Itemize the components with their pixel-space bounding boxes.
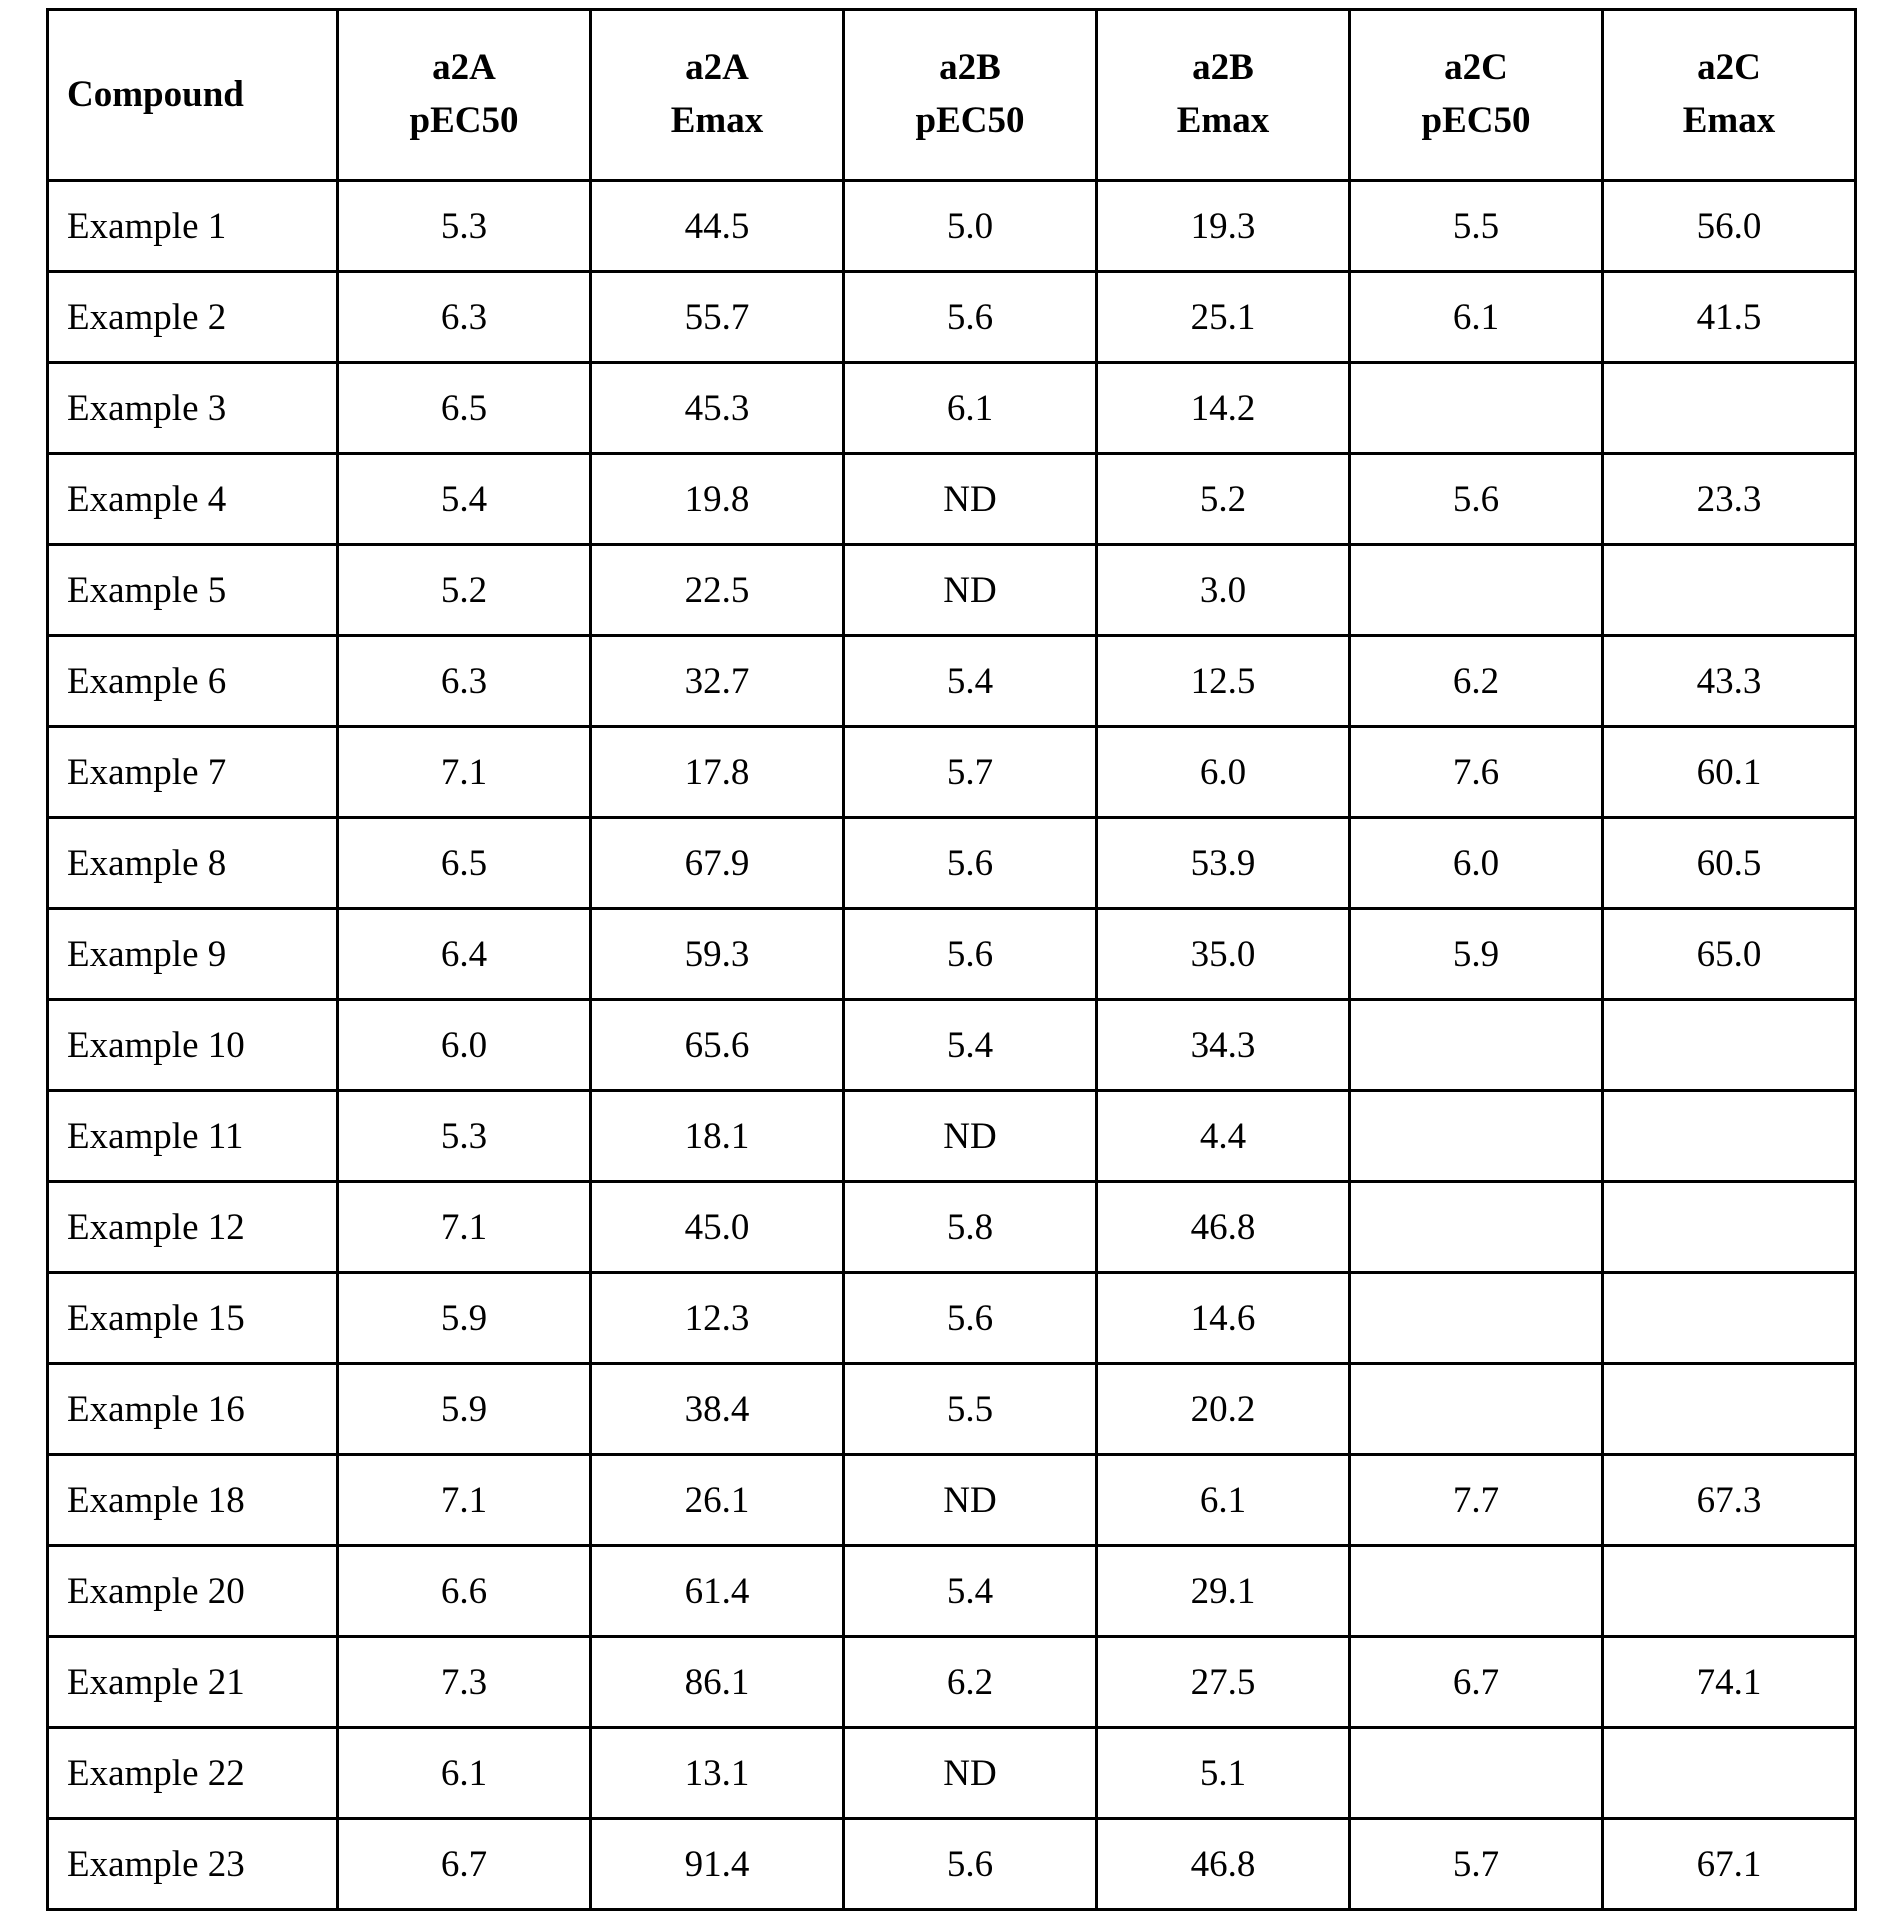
cell-compound: Example 18 (48, 1455, 338, 1546)
table-row (48, 727, 1856, 818)
cell-a2b-emax: 46.8 (1097, 1819, 1350, 1910)
table-row (48, 1728, 1856, 1819)
table-row (48, 909, 1856, 1000)
column-header-a2c-pec50 (1350, 10, 1603, 181)
cell-a2b-pec50: 5.6 (844, 272, 1097, 363)
cell-a2a-emax: 32.7 (591, 636, 844, 727)
cell-a2a-emax: 44.5 (591, 181, 844, 272)
cell-a2b-pec50: 5.6 (844, 909, 1097, 1000)
table-row (48, 1546, 1856, 1637)
cell-a2a-emax: 61.4 (591, 1546, 844, 1637)
table-row (48, 1091, 1856, 1182)
cell-a2c-pec50 (1350, 545, 1603, 636)
cell-a2c-pec50 (1350, 1728, 1603, 1819)
cell-a2b-pec50: 5.6 (844, 1273, 1097, 1364)
cell-a2a-emax: 67.9 (591, 818, 844, 909)
cell-a2a-pec50: 7.1 (338, 1182, 591, 1273)
column-header-a2a-emax (591, 10, 844, 181)
cell-a2a-pec50: 5.3 (338, 1091, 591, 1182)
cell-a2c-pec50: 5.9 (1350, 909, 1603, 1000)
cell-a2c-emax (1603, 1091, 1856, 1182)
cell-a2c-emax: 43.3 (1603, 636, 1856, 727)
cell-a2a-emax: 59.3 (591, 909, 844, 1000)
cell-compound: Example 12 (48, 1182, 338, 1273)
cell-a2c-pec50: 7.6 (1350, 727, 1603, 818)
cell-a2b-emax: 20.2 (1097, 1364, 1350, 1455)
column-header-a2c-emax-line1: a2C (1697, 47, 1761, 89)
cell-compound: Example 3 (48, 363, 338, 454)
cell-compound: Example 5 (48, 545, 338, 636)
cell-a2c-pec50: 6.7 (1350, 1637, 1603, 1728)
cell-a2b-emax: 25.1 (1097, 272, 1350, 363)
cell-a2a-emax: 86.1 (591, 1637, 844, 1728)
cell-a2a-pec50: 5.3 (338, 181, 591, 272)
cell-a2b-emax: 5.1 (1097, 1728, 1350, 1819)
cell-a2c-pec50 (1350, 363, 1603, 454)
column-header-a2b-pec50-line1: a2B (939, 47, 1001, 89)
cell-a2a-emax: 38.4 (591, 1364, 844, 1455)
table-header-row (48, 10, 1856, 181)
cell-a2b-pec50: 5.4 (844, 1546, 1097, 1637)
cell-a2b-emax: 35.0 (1097, 909, 1350, 1000)
cell-a2c-emax: 65.0 (1603, 909, 1856, 1000)
cell-a2b-emax: 14.6 (1097, 1273, 1350, 1364)
column-header-a2c-pec50-line2: pEC50 (1421, 100, 1531, 141)
column-header-a2b-pec50 (844, 10, 1097, 181)
cell-compound: Example 1 (48, 181, 338, 272)
cell-a2c-pec50: 5.6 (1350, 454, 1603, 545)
cell-a2c-emax (1603, 1273, 1856, 1364)
cell-a2a-emax: 17.8 (591, 727, 844, 818)
cell-a2a-pec50: 6.3 (338, 636, 591, 727)
cell-compound: Example 7 (48, 727, 338, 818)
cell-a2b-emax: 5.2 (1097, 454, 1350, 545)
cell-a2a-emax: 55.7 (591, 272, 844, 363)
cell-a2c-pec50 (1350, 1273, 1603, 1364)
table-row (48, 1273, 1856, 1364)
cell-a2b-emax: 12.5 (1097, 636, 1350, 727)
table-row (48, 1819, 1856, 1910)
cell-a2b-pec50: ND (844, 545, 1097, 636)
cell-a2a-pec50: 5.9 (338, 1364, 591, 1455)
column-header-a2a-pec50 (338, 10, 591, 181)
cell-a2a-pec50: 6.3 (338, 272, 591, 363)
cell-a2b-pec50: ND (844, 1091, 1097, 1182)
cell-a2a-pec50: 6.0 (338, 1000, 591, 1091)
column-header-a2a-emax-line2: Emax (670, 100, 764, 141)
cell-a2c-pec50: 6.2 (1350, 636, 1603, 727)
cell-a2a-emax: 19.8 (591, 454, 844, 545)
cell-a2c-emax (1603, 363, 1856, 454)
cell-a2b-emax: 29.1 (1097, 1546, 1350, 1637)
cell-a2b-pec50: ND (844, 1728, 1097, 1819)
table-body (48, 181, 1856, 1910)
cell-a2c-emax: 56.0 (1603, 181, 1856, 272)
cell-a2c-pec50 (1350, 1546, 1603, 1637)
cell-a2c-emax: 67.3 (1603, 1455, 1856, 1546)
cell-compound: Example 20 (48, 1546, 338, 1637)
cell-a2c-pec50 (1350, 1364, 1603, 1455)
cell-a2c-emax (1603, 1728, 1856, 1819)
cell-a2a-pec50: 7.1 (338, 1455, 591, 1546)
cell-a2c-pec50: 5.5 (1350, 181, 1603, 272)
pharmacology-results-table (46, 8, 1857, 1911)
cell-a2a-emax: 45.0 (591, 1182, 844, 1273)
cell-a2c-pec50 (1350, 1091, 1603, 1182)
table-row (48, 1182, 1856, 1273)
column-header-a2c-emax (1603, 10, 1856, 181)
cell-a2a-pec50: 5.4 (338, 454, 591, 545)
column-header-a2b-emax-line2: Emax (1176, 100, 1270, 141)
cell-a2c-emax: 41.5 (1603, 272, 1856, 363)
cell-a2a-emax: 13.1 (591, 1728, 844, 1819)
cell-a2b-emax: 34.3 (1097, 1000, 1350, 1091)
cell-a2c-emax (1603, 545, 1856, 636)
column-header-a2a-pec50-line1: a2A (432, 47, 496, 89)
cell-a2b-emax: 53.9 (1097, 818, 1350, 909)
cell-a2b-emax: 14.2 (1097, 363, 1350, 454)
table-row (48, 1455, 1856, 1546)
cell-a2a-emax: 45.3 (591, 363, 844, 454)
cell-a2b-pec50: 6.2 (844, 1637, 1097, 1728)
cell-a2b-pec50: ND (844, 1455, 1097, 1546)
cell-compound: Example 8 (48, 818, 338, 909)
table-row (48, 454, 1856, 545)
table-row (48, 636, 1856, 727)
table-row (48, 363, 1856, 454)
cell-a2b-pec50: 5.7 (844, 727, 1097, 818)
cell-a2a-emax: 26.1 (591, 1455, 844, 1546)
table-row (48, 1637, 1856, 1728)
cell-a2c-pec50: 6.0 (1350, 818, 1603, 909)
cell-a2b-pec50: 5.6 (844, 1819, 1097, 1910)
cell-a2a-emax: 91.4 (591, 1819, 844, 1910)
cell-a2a-pec50: 5.9 (338, 1273, 591, 1364)
column-header-compound (48, 10, 338, 181)
cell-a2c-pec50 (1350, 1000, 1603, 1091)
cell-a2c-emax (1603, 1546, 1856, 1637)
cell-a2c-emax: 23.3 (1603, 454, 1856, 545)
cell-a2c-emax (1603, 1182, 1856, 1273)
column-header-compound-line1: Compound (67, 73, 244, 115)
cell-a2a-pec50: 6.1 (338, 1728, 591, 1819)
cell-compound: Example 11 (48, 1091, 338, 1182)
cell-a2b-emax: 19.3 (1097, 181, 1350, 272)
cell-compound: Example 10 (48, 1000, 338, 1091)
cell-a2c-pec50: 7.7 (1350, 1455, 1603, 1546)
cell-a2b-emax: 3.0 (1097, 545, 1350, 636)
cell-a2b-emax: 27.5 (1097, 1637, 1350, 1728)
column-header-a2c-emax-line2: Emax (1682, 100, 1776, 141)
table-row (48, 181, 1856, 272)
cell-a2a-pec50: 6.7 (338, 1819, 591, 1910)
column-header-a2c-pec50-line1: a2C (1444, 47, 1508, 89)
column-header-a2a-emax-line1: a2A (685, 47, 749, 89)
cell-compound: Example 23 (48, 1819, 338, 1910)
cell-a2a-emax: 65.6 (591, 1000, 844, 1091)
column-header-a2b-pec50-line2: pEC50 (915, 100, 1025, 141)
cell-a2c-emax: 74.1 (1603, 1637, 1856, 1728)
cell-compound: Example 15 (48, 1273, 338, 1364)
cell-compound: Example 9 (48, 909, 338, 1000)
cell-a2c-emax: 60.5 (1603, 818, 1856, 909)
table-row (48, 1364, 1856, 1455)
cell-a2b-emax: 6.0 (1097, 727, 1350, 818)
cell-a2b-pec50: 5.6 (844, 818, 1097, 909)
cell-a2c-emax (1603, 1364, 1856, 1455)
cell-a2b-emax: 4.4 (1097, 1091, 1350, 1182)
cell-a2b-pec50: 5.4 (844, 1000, 1097, 1091)
cell-a2a-pec50: 7.3 (338, 1637, 591, 1728)
cell-a2a-pec50: 5.2 (338, 545, 591, 636)
table-row (48, 545, 1856, 636)
cell-compound: Example 2 (48, 272, 338, 363)
cell-a2b-pec50: 5.5 (844, 1364, 1097, 1455)
cell-a2b-pec50: 5.4 (844, 636, 1097, 727)
table-row (48, 1000, 1856, 1091)
cell-a2a-emax: 12.3 (591, 1273, 844, 1364)
cell-compound: Example 6 (48, 636, 338, 727)
cell-a2b-pec50: 5.0 (844, 181, 1097, 272)
cell-compound: Example 16 (48, 1364, 338, 1455)
cell-a2c-pec50: 6.1 (1350, 272, 1603, 363)
cell-a2a-pec50: 6.6 (338, 1546, 591, 1637)
cell-compound: Example 4 (48, 454, 338, 545)
column-header-a2b-emax (1097, 10, 1350, 181)
table-row (48, 818, 1856, 909)
column-header-a2a-pec50-line2: pEC50 (409, 100, 519, 141)
cell-a2c-emax: 60.1 (1603, 727, 1856, 818)
cell-a2a-pec50: 7.1 (338, 727, 591, 818)
cell-a2c-emax (1603, 1000, 1856, 1091)
cell-a2b-pec50: 6.1 (844, 363, 1097, 454)
cell-a2c-pec50: 5.7 (1350, 1819, 1603, 1910)
cell-a2b-pec50: 5.8 (844, 1182, 1097, 1273)
cell-a2c-emax: 67.1 (1603, 1819, 1856, 1910)
cell-a2a-pec50: 6.5 (338, 818, 591, 909)
cell-a2a-pec50: 6.4 (338, 909, 591, 1000)
column-header-a2b-emax-line1: a2B (1192, 47, 1254, 89)
cell-a2c-pec50 (1350, 1182, 1603, 1273)
table-header (48, 10, 1856, 181)
cell-compound: Example 22 (48, 1728, 338, 1819)
cell-a2b-emax: 6.1 (1097, 1455, 1350, 1546)
table-row (48, 272, 1856, 363)
cell-a2a-pec50: 6.5 (338, 363, 591, 454)
cell-compound: Example 21 (48, 1637, 338, 1728)
cell-a2a-emax: 18.1 (591, 1091, 844, 1182)
cell-a2a-emax: 22.5 (591, 545, 844, 636)
cell-a2b-emax: 46.8 (1097, 1182, 1350, 1273)
cell-a2b-pec50: ND (844, 454, 1097, 545)
